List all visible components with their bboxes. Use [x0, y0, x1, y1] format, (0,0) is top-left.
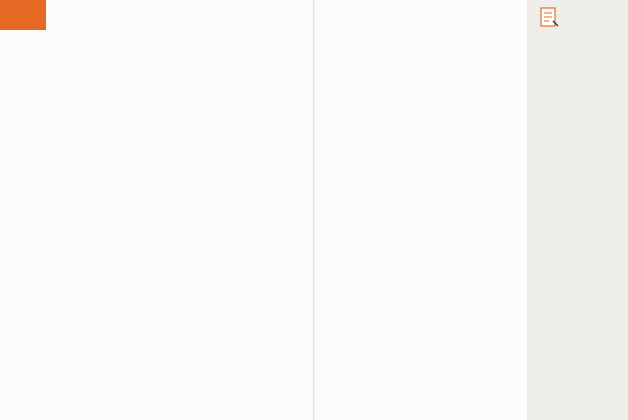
- article-column-3: [215, 102, 307, 402]
- sidebar-panel: [527, 0, 628, 420]
- article-column-5: [424, 10, 520, 400]
- report-card-icon: [538, 6, 560, 28]
- article-column-4: [322, 10, 418, 400]
- section-tag: [0, 0, 46, 30]
- footer-left: [38, 407, 42, 412]
- footer-right: [440, 407, 444, 412]
- article-column-2: [123, 102, 211, 402]
- page-gutter: [313, 0, 315, 420]
- article-column-1: [38, 102, 118, 402]
